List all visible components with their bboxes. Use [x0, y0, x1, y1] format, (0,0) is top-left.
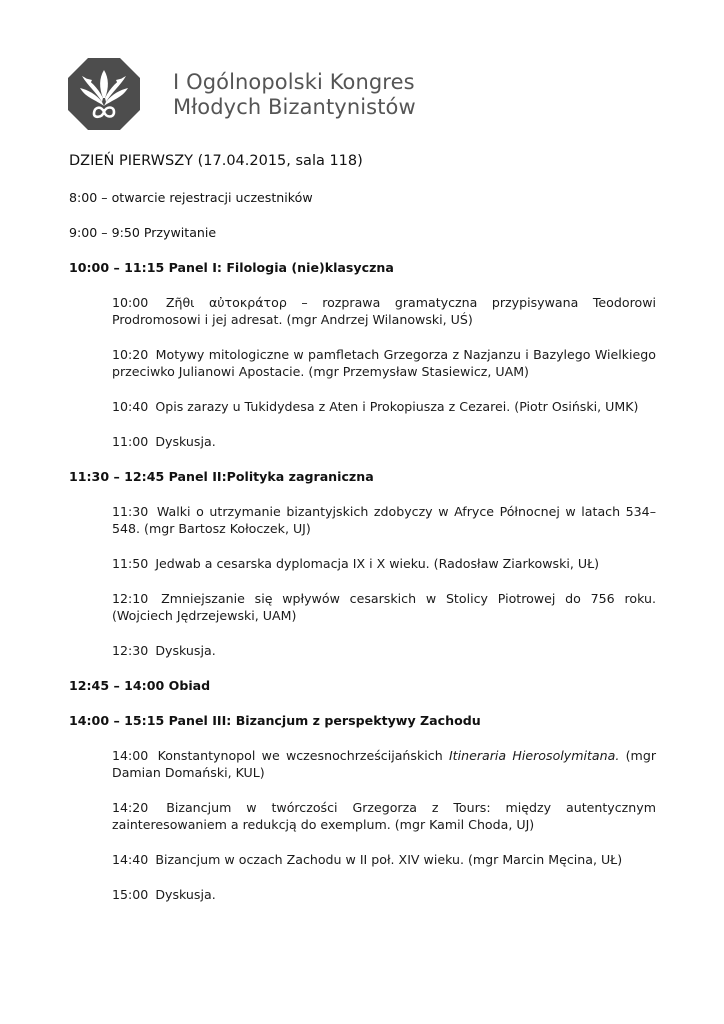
talk-text: Motywy mitologiczne w pamfletach Grzegorza z Nazjanzu i Bazylego Wielkiego przeciwko Julianowi Apostacie. (mgr Przemysław Stasiewicz, UAM)	[112, 347, 656, 379]
conference-title-line-1: I Ogólnopolski Kongres	[173, 70, 415, 94]
talk-time: 14:20	[112, 800, 149, 815]
byzantine-emblem-icon	[66, 56, 142, 132]
schedule-registration: 8:00 – otwarcie rejestracji uczestników	[69, 190, 313, 205]
conference-title	[173, 70, 416, 120]
talk-text: Bizancjum w oczach Zachodu w II poł. XIV wieku. (mgr Marcin Męcina, UŁ)	[155, 852, 623, 867]
panel-heading: 11:30 – 12:45 Panel II:Polityka zagraniczna	[69, 469, 374, 484]
talk-time: 14:40	[112, 852, 149, 867]
talk-text: Dyskusja.	[155, 887, 216, 902]
talk-time: 12:10	[112, 591, 149, 606]
talk-time: 10:00	[112, 295, 149, 310]
talk-list	[112, 503, 656, 659]
talk-item	[112, 747, 656, 781]
talk-item	[112, 346, 656, 380]
talk-time: 11:30	[112, 504, 149, 519]
talk-text: Bizancjum w twórczości Grzegorza z Tours: między autentycznym zainteresowaniem a redukcją do exemplum. (mgr Kamil Choda, UJ)	[112, 800, 656, 832]
talk-time: 10:20	[112, 347, 149, 362]
schedule-welcome: 9:00 – 9:50 Przywitanie	[69, 225, 217, 240]
panel-heading: 14:00 – 15:15 Panel III: Bizancjum z perspektywy Zachodu	[69, 713, 481, 728]
talk-text: Konstantynopol we wczesnochrześcijańskich	[157, 748, 443, 763]
talk-item	[112, 590, 656, 624]
talk-item	[112, 886, 656, 903]
talk-list	[112, 747, 656, 903]
talk-text: Ζῆθι αὐτοκράτορ – rozprawa gramatyczna przypisywana Teodorowi Prodromosowi i jej adresat. (mgr Andrzej Wilanowski, UŚ)	[112, 295, 656, 327]
talk-item	[112, 294, 656, 328]
talk-time: 14:00	[112, 748, 149, 763]
talk-text: Jedwab a cesarska dyplomacja IX i X wieku. (Radosław Ziarkowski, UŁ)	[155, 556, 600, 571]
talk-list	[112, 294, 656, 450]
talk-text: Zmniejszanie się wpływów cesarskich w Stolicy Piotrowej do 756 roku. (Wojciech Jędrzejewski, UAM)	[112, 591, 656, 623]
day-title: DZIEŃ PIERWSZY (17.04.2015, sala 118)	[69, 153, 363, 169]
talk-item	[112, 398, 656, 415]
talk-time: 11:50	[112, 556, 149, 571]
talk-item	[112, 503, 656, 537]
talk-text: Dyskusja.	[155, 643, 216, 658]
schedule-lunch-text: 12:45 – 14:00 Obiad	[69, 678, 211, 693]
talk-text-affiliation: (mgr Damian Domański, KUL)	[112, 748, 656, 780]
schedule-lunch	[69, 677, 656, 694]
talk-item	[112, 433, 656, 450]
program-content	[69, 152, 656, 921]
talk-text: Dyskusja.	[155, 434, 216, 449]
talk-text: Opis zarazy u Tukidydesa z Aten i Prokopiusza z Cezarei. (Piotr Osiński, UMK)	[155, 399, 639, 414]
header	[66, 56, 666, 136]
conference-title-line-2: Młodych Bizantynistów	[173, 95, 416, 119]
talk-time: 15:00	[112, 887, 149, 902]
talk-item	[112, 799, 656, 833]
talk-time: 11:00	[112, 434, 149, 449]
talk-item	[112, 851, 656, 868]
talk-text-italic: Itineraria Hierosolymitana.	[448, 748, 620, 763]
talk-time: 12:30	[112, 643, 149, 658]
talk-text: Walki o utrzymanie bizantyjskich zdobyczy w Afryce Północnej w latach 534–548. (mgr Bartosz Kołoczek, UJ)	[112, 504, 656, 536]
talk-time: 10:40	[112, 399, 149, 414]
panel-heading: 10:00 – 11:15 Panel I: Filologia (nie)klasyczna	[69, 260, 394, 275]
talk-item	[112, 555, 656, 572]
talk-item	[112, 642, 656, 659]
